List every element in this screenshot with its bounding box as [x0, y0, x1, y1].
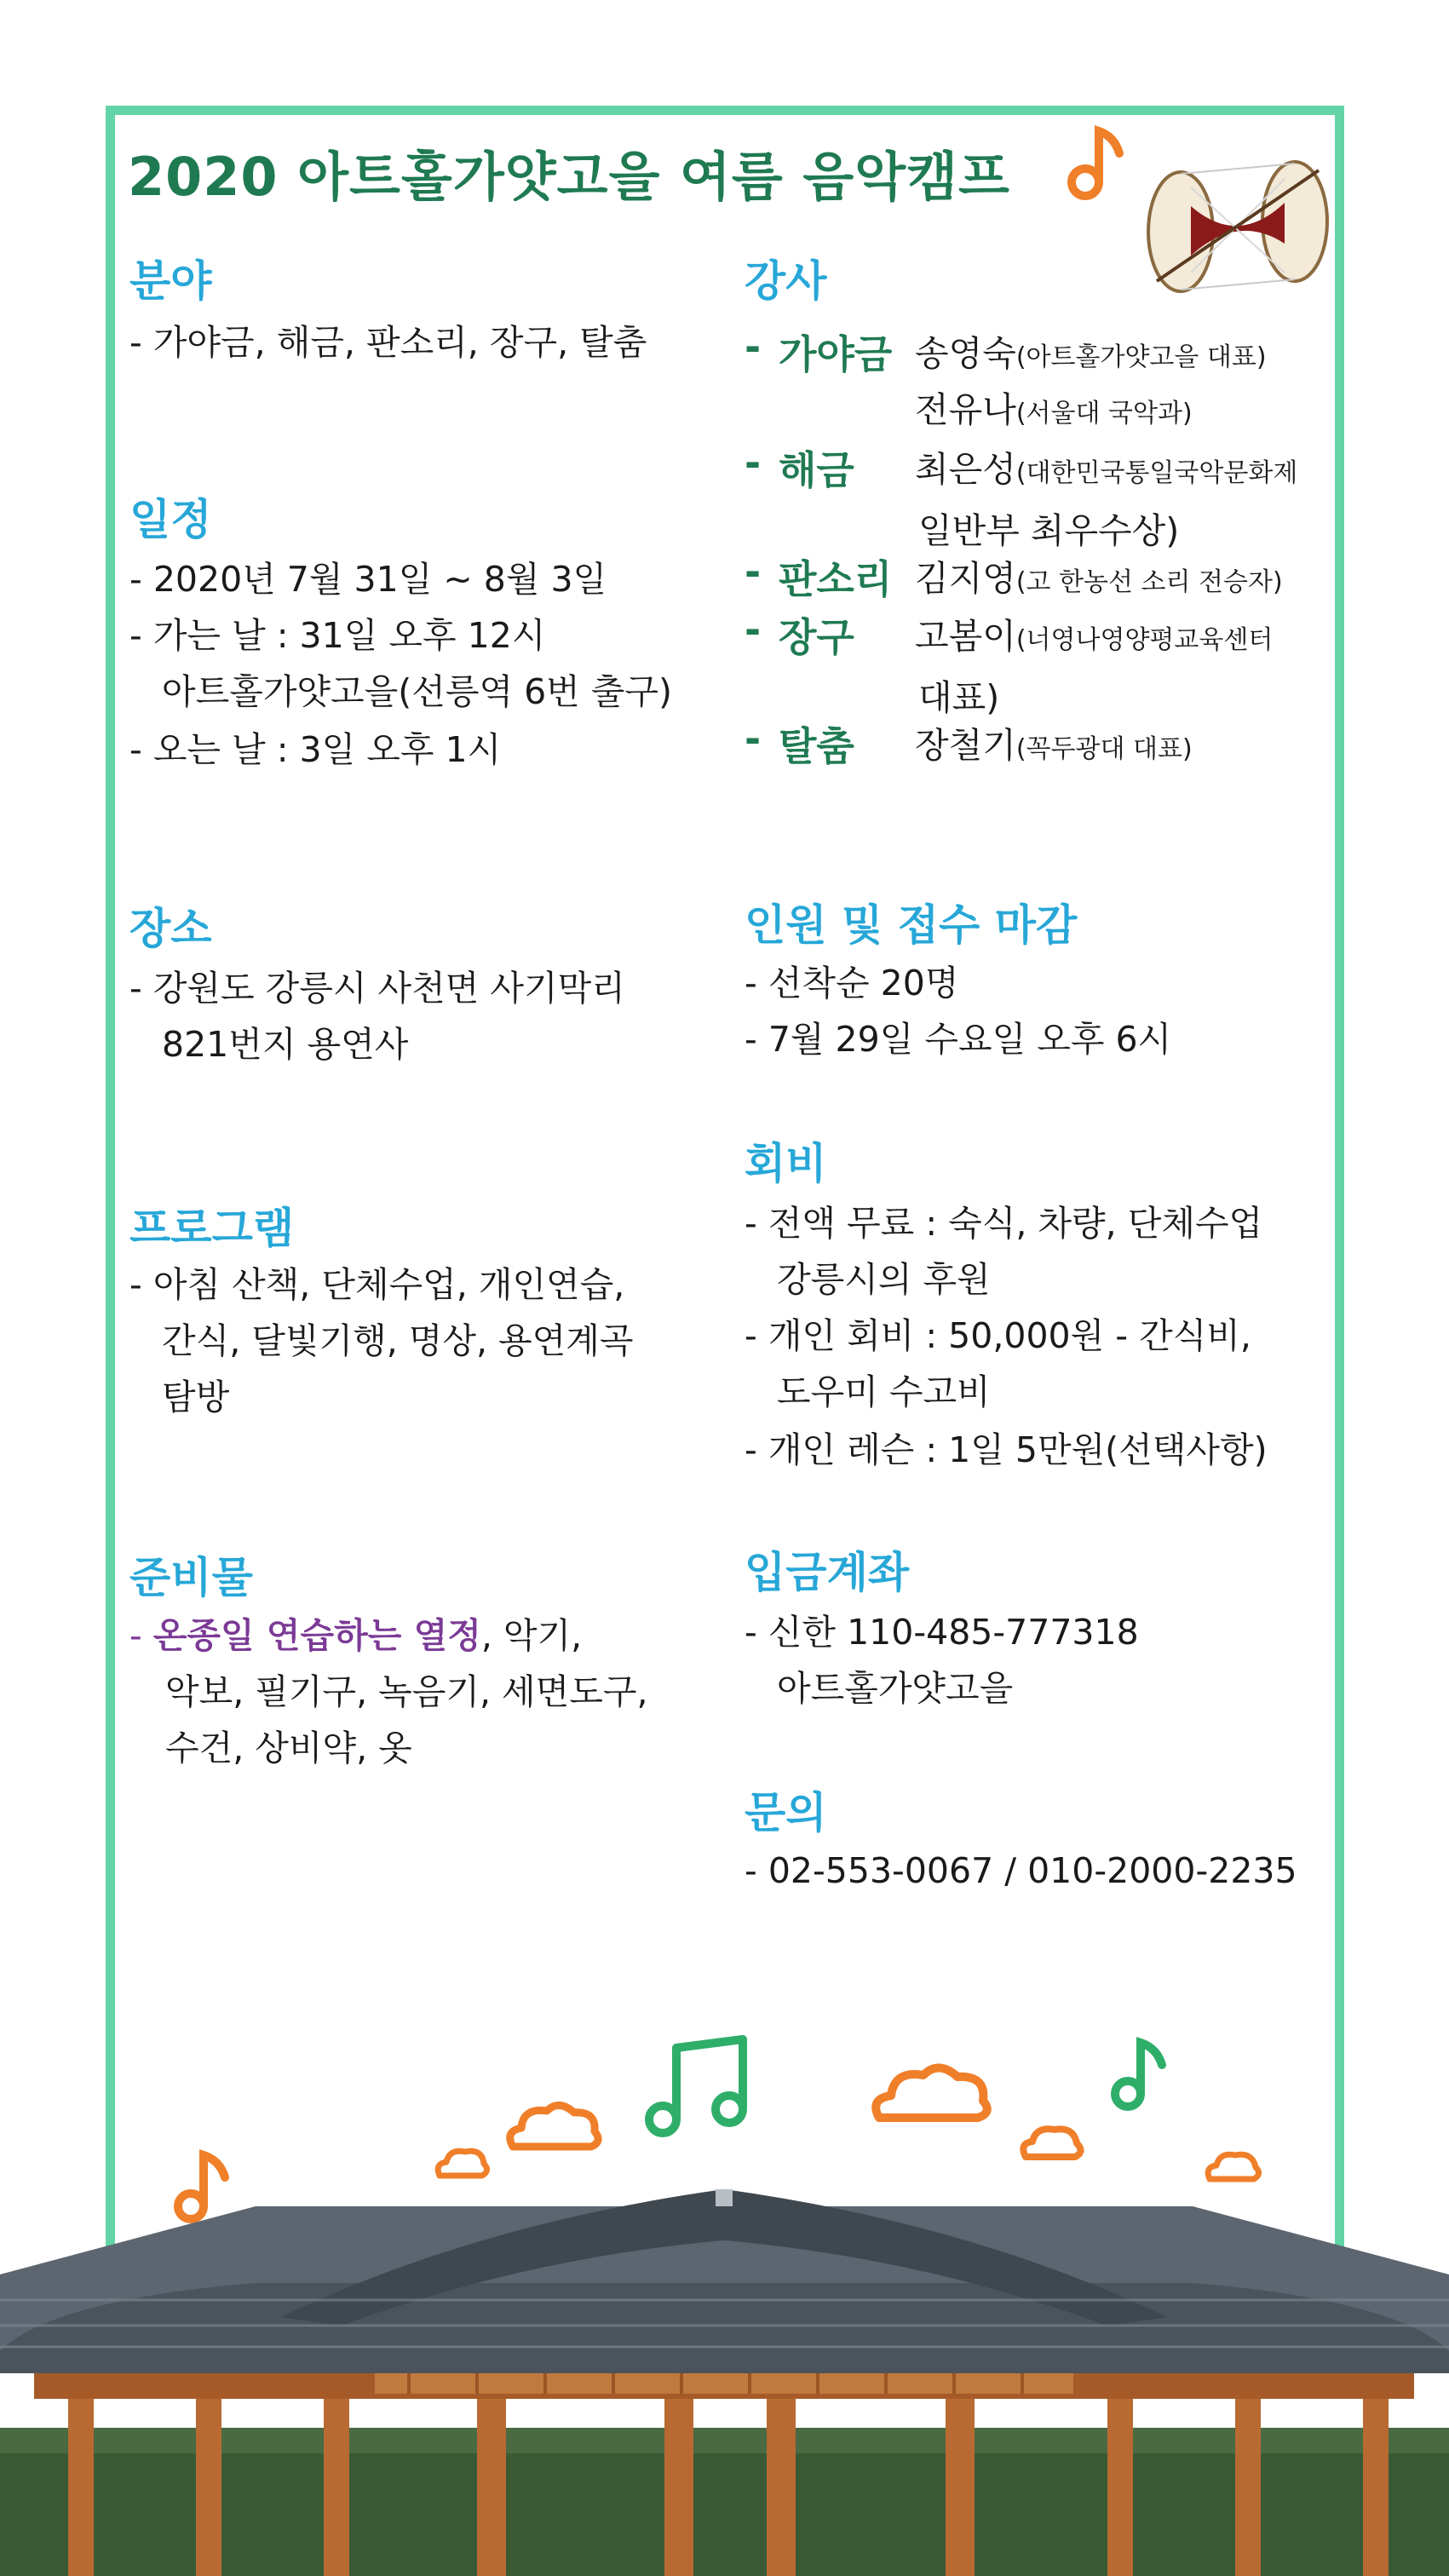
instrument-haegeum: 해금 [779, 447, 854, 493]
place-heading: 장소 [129, 904, 212, 953]
schedule-line: - 가는 날 : 31일 오후 12시 [129, 615, 546, 656]
contact-heading: 문의 [745, 1788, 827, 1837]
schedule-line: - 오는 날 : 3일 오후 1시 [129, 729, 502, 770]
instructor-note: 대표) [918, 677, 1000, 718]
prep-rest: , 악기, [480, 1615, 583, 1656]
instructors-heading: 강사 [745, 256, 827, 306]
instructor-entry: 장철기(꼭두광대 대표) [915, 725, 1193, 766]
field-heading: 분야 [129, 256, 212, 306]
janggu-drum-image [1140, 153, 1336, 298]
account-line: - 신한 110-485-777318 [745, 1612, 1139, 1653]
prep-dash: - [129, 1615, 153, 1656]
fee-line: - 전액 무료 : 숙식, 차량, 단체수업 [745, 1203, 1263, 1244]
fee-line: - 개인 회비 : 50,000원 - 간식비, [745, 1315, 1251, 1356]
program-line: - 아침 산책, 단체수업, 개인연습, [129, 1264, 625, 1305]
instructor-dash: - [745, 607, 762, 653]
instructor-entry: 전유나(서울대 국악과) [915, 389, 1193, 430]
page-title: 2020 아트홀가얏고을 여름 음악캠프 [128, 146, 1010, 208]
instrument-janggu: 장구 [779, 614, 854, 660]
instructor-dash: - [745, 440, 762, 486]
fee-heading: 회비 [745, 1139, 827, 1188]
field-line: - 가야금, 해금, 판소리, 장구, 탈춤 [129, 322, 647, 363]
place-line: - 강원도 강릉시 사천면 사기막리 [129, 968, 625, 1009]
fee-line: 강릉시의 후원 [777, 1259, 991, 1300]
instructor-entry: 고봄이(너영나영양평교육센터 [915, 616, 1274, 657]
music-note-icon [1107, 2031, 1176, 2116]
place-line: 821번지 용연사 [162, 1024, 409, 1065]
account-line: 아트홀가얏고을 [777, 1668, 1014, 1709]
instructor-entry: 김지영(고 한농선 소리 전승자) [915, 558, 1283, 599]
capacity-line: - 선착순 20명 [745, 963, 959, 1003]
instrument-gayageum: 가야금 [779, 331, 893, 377]
program-line: 간식, 달빛기행, 명상, 용연계곡 [162, 1320, 634, 1361]
account-heading: 입금계좌 [745, 1548, 910, 1597]
cloud-icon [1017, 2119, 1089, 2165]
capacity-line: - 7월 29일 수요일 오후 6시 [745, 1019, 1172, 1060]
cloud-icon [503, 2097, 605, 2157]
instructor-entry: 최은성(대한민국통일국악문화제 [915, 449, 1298, 490]
program-heading: 프로그램 [129, 1204, 295, 1253]
program-line: 탐방 [162, 1377, 230, 1417]
cloud-icon [867, 2058, 995, 2130]
prep-highlight: 온종일 연습하는 열정 [152, 1615, 481, 1656]
prep-line: 악보, 필기구, 녹음기, 세면도구, [165, 1671, 648, 1712]
capacity-heading: 인원 및 접수 마감 [745, 900, 1078, 950]
contact-line: - 02-553-0067 / 010-2000-2235 [745, 1850, 1297, 1891]
music-note-icon [641, 2031, 760, 2142]
instructor-dash: - [745, 716, 762, 762]
prep-line: 수건, 상비약, 옷 [165, 1728, 412, 1768]
instructor-note: 일반부 최우수상) [918, 510, 1180, 551]
fee-line: 도우미 수고비 [777, 1371, 991, 1412]
instrument-talchum: 탈춤 [779, 723, 854, 769]
prep-line-1 [129, 1615, 583, 1656]
prep-heading: 준비물 [129, 1553, 253, 1602]
schedule-line: - 2020년 7월 31일 ~ 8월 3일 [129, 559, 607, 600]
schedule-heading: 일정 [129, 495, 212, 544]
instrument-pansori: 판소리 [779, 556, 893, 602]
instructor-dash: - [745, 549, 762, 595]
music-note-icon [1065, 119, 1133, 204]
fee-line: - 개인 레슨 : 1일 5만원(선택사항) [745, 1429, 1268, 1470]
pavilion-image [0, 2172, 1449, 2576]
schedule-line: 아트홀가얏고을(선릉역 6번 출구) [162, 671, 673, 712]
instructor-dash: - [745, 324, 762, 370]
instructor-entry: 송영숙(아트홀가얏고을 대표) [915, 333, 1267, 374]
